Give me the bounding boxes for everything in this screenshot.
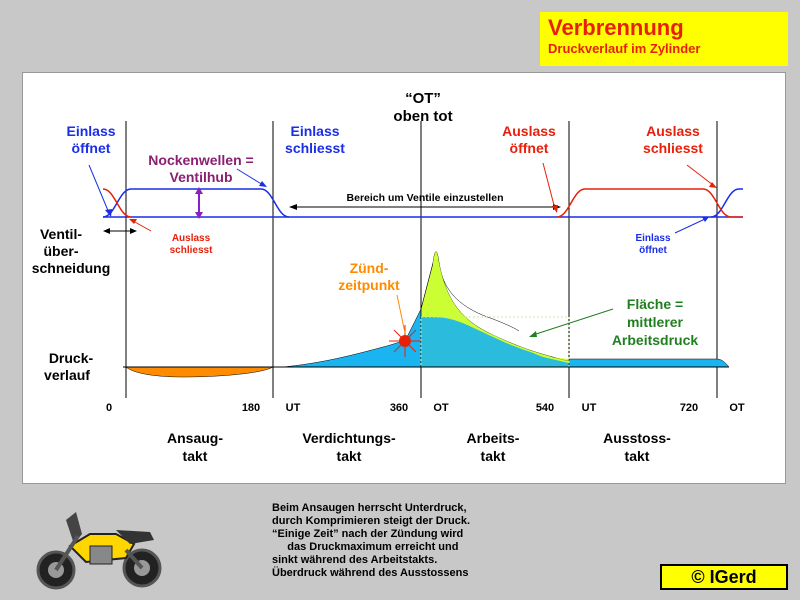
pointer-arrow [687,165,713,185]
arrow-head-icon [195,212,203,219]
druck-label-2: verlauf [44,367,90,383]
tick-label: UT [285,402,301,414]
tick-label: OT [433,402,449,414]
tick-label: 0 [105,402,113,414]
auslass-oeffnet-1: Auslass [502,123,556,139]
pointer-arrow [543,163,555,209]
einlass-oeffnet-1: Einlass [66,123,116,139]
stroke-label-1: Verdichtungs- [302,430,396,446]
motorcycle-icon [30,500,170,592]
nocken-label-1: Nockenwellen = [148,152,254,168]
motorcycle-image [30,500,170,597]
tick-label: 180 [241,402,261,414]
arrow-head-icon [103,228,110,234]
stroke-label-2: takt [480,448,506,464]
einlass-schliesst-2: schliesst [285,140,345,156]
flaeche-label-3: Arbeitsdruck [611,332,699,348]
flaeche-label-1: Fläche = [626,296,684,312]
tick-label: UT [581,402,597,414]
exhaust-pressure-area [569,359,729,367]
arrow-head-icon [529,331,537,337]
intake-pressure-area [126,367,273,377]
title-box [540,12,788,66]
ventil-label-2: über- [43,243,79,259]
auslass-oeffnet-2: öffnet [509,140,549,156]
einlass-small-1: Einlass [635,233,671,244]
tick-label: 540 [535,402,555,414]
tick-label: 360 [389,402,409,414]
pointer-arrow [397,295,405,333]
ot-label-1: “OT” [405,90,441,107]
einlass-schliesst-1: Einlass [290,123,340,139]
arrow-head-icon [289,204,297,210]
stroke-label-2: takt [182,448,208,464]
auslass-small-1: Auslass [171,233,211,244]
nocken-label-2: Ventilhub [169,169,233,185]
title-main: Verbrennung [548,15,684,40]
stroke-label-1: Ausstoss- [603,430,671,446]
arrow-head-icon [129,219,137,224]
arrow-head-icon [259,181,267,187]
ventil-label-1: Ventil- [39,226,83,242]
zuend-label-2: zeitpunkt [338,277,400,293]
stroke-label-1: Ansaug- [167,430,223,446]
arrow-head-icon [552,205,558,213]
stroke-label-2: takt [624,448,650,464]
bereich-label: Bereich um Ventile einzustellen [346,192,504,204]
pointer-arrow [133,221,151,231]
zuend-label-1: Zünd- [349,260,389,276]
intake-valve-curve-2 [711,189,743,217]
caption-text: Beim Ansaugen herrscht Unterdruck, durch Komprimieren steigt der Druck. “Einige Zeit” nach der Zündung wird das Druckmaximum erreicht und sinkt während des Arbeitstakts. Überdruck während des Ausstossens [272,502,471,579]
ot-label-2: oben tot [393,108,453,125]
stroke-label-1: Arbeits- [466,430,520,446]
druck-label-1: Druck- [48,350,94,366]
pointer-arrow [237,169,263,185]
tick-label: OT [729,402,745,414]
title-sub: Druckverlauf im Zylinder [548,41,701,56]
flaeche-label-2: mittlerer [626,314,684,330]
arrow-head-icon [130,228,137,234]
pressure-diagram [23,73,785,483]
pointer-arrow [533,309,613,335]
einlass-oeffnet-2: öffnet [71,140,111,156]
exhaust-valve-curve-2 [557,189,743,217]
einlass-small-2: öffnet [639,245,667,256]
arrow-head-icon [195,187,203,194]
auslass-small-2: schliesst [169,245,213,256]
tick-label: 720 [679,402,699,414]
logo: © IGerd [660,564,788,590]
auslass-schliesst-1: Auslass [646,123,700,139]
exhaust-valve-curve [103,189,131,217]
diagram-panel [22,72,786,484]
power-lower-area [421,317,569,367]
stroke-label-2: takt [336,448,362,464]
auslass-schliesst-2: schliesst [643,140,703,156]
ventil-label-3: schneidung [31,260,111,276]
pointer-arrow [675,219,705,233]
